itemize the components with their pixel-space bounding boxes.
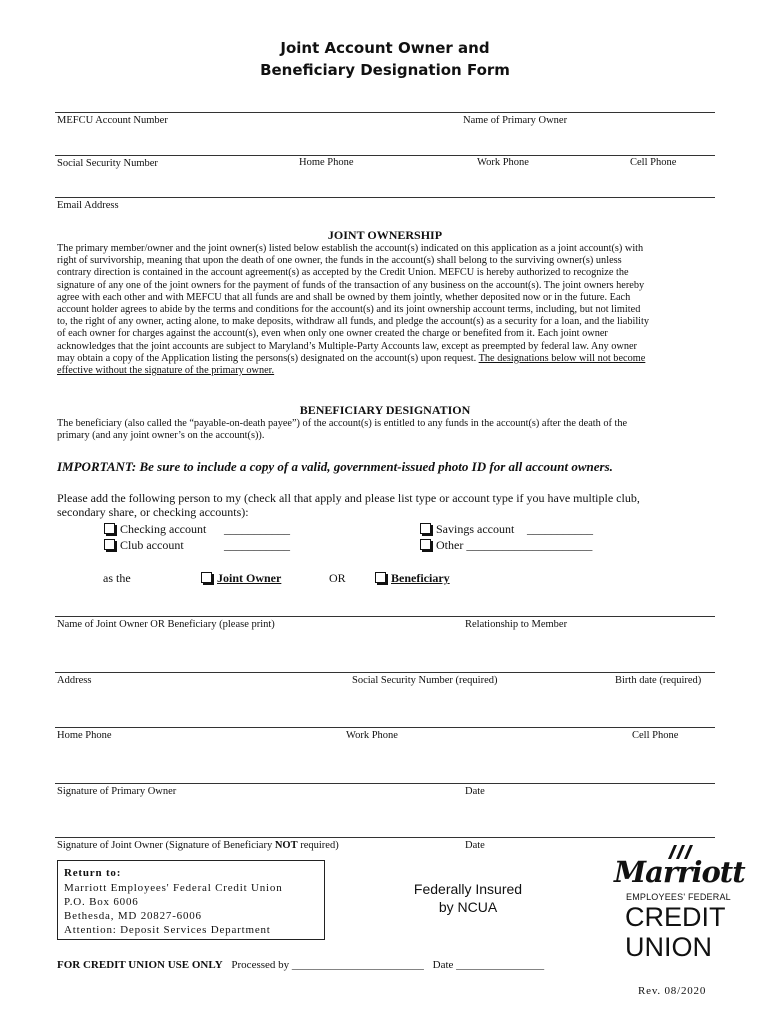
rule-sig-primary [55,783,715,784]
checking-label: Checking account [120,522,207,536]
revision-label: Rev. 08/2020 [638,985,707,997]
beneficiary-heading: BENEFICIARY DESIGNATION [299,403,471,417]
sig-joint-post: required) [297,840,339,851]
rule-sig-joint [55,837,715,838]
rule-person-phones [55,727,715,728]
savings-option[interactable] [420,522,514,537]
jo-line-11-underlined: effective without the signature of the primary owner. [57,365,275,377]
other-label: Other _____________________ [436,538,593,552]
rule-account [55,112,715,113]
relationship-label: Relationship to Member [465,619,568,630]
cell-phone-label: Cell Phone [630,157,677,168]
person-home-phone-label: Home Phone [57,730,112,741]
rule-name [55,616,715,617]
birth-date-label: Birth date (required) [615,675,702,686]
ssn-label: Social Security Number [57,158,158,169]
club-option[interactable] [104,538,184,553]
as-the-label: as the [103,571,131,585]
other-option[interactable] [420,538,592,553]
jo-line: account holder agrees to abide by the terms and conditions for the account(s) and its joint ownership account terms, including, but not limited [57,304,641,316]
jo-line: right of survivorship, meaning that upon the death of one owner, the funds in the account(s) shall belong to the surviving owner(s) unless [57,255,622,267]
logo-union: UNION [625,932,712,962]
logo-sub: EMPLOYEES' FEDERAL [626,892,731,902]
instructions-line-2: secondary share, or checking accounts): [57,505,249,519]
savings-label: Savings account [436,522,515,536]
rule-phones [55,155,715,156]
date1-label: Date [465,786,485,797]
club-checkbox[interactable] [104,539,115,550]
jo-line-10-underlined: The designations below will not become [478,352,646,364]
jo-line: to, the right of any owner, acting alone, to make deposits, withdraw all funds, and pledge the account(s) as a security for a loan, and the liability [57,316,650,328]
jo-line: contrary direction is contained in the account agreement(s) as accepted by the Credit Union. MEFCU is hereby authorized to recognize the [57,267,629,279]
primary-owner-label: Name of Primary Owner [463,115,568,126]
jo-line: acknowledges that the joint accounts are subject to Maryland’s Multiple-Party Accounts law, except as preempted by federal law. Any owner [57,340,637,352]
club-blank[interactable]: ___________ [224,538,290,552]
form-title-line2: Beneficiary Designation Form [260,61,510,79]
joint-owner-option[interactable] [201,571,281,586]
jo-line: The primary member/owner and the joint owner(s) listed below establish the account(s) indicated on this application as a joint account(s) with [57,243,644,254]
account-number-label: MEFCU Account Number [57,115,168,126]
cu-use-label: FOR CREDIT UNION USE ONLY [57,959,223,971]
return-to-line3: Bethesda, MD 20827-6006 [64,910,202,922]
sig-joint-not: NOT [274,840,298,851]
return-to-line1: Marriott Employees' Federal Credit Union [64,882,283,894]
savings-blank[interactable]: ___________ [527,522,593,536]
joint-ownership-text [57,243,713,377]
or-label: OR [329,571,346,585]
sig-joint-pre: Signature of Joint Owner (Signature of Beneficiary [57,840,275,851]
work-phone-label: Work Phone [477,157,529,168]
address-label: Address [57,675,92,686]
jo-line-10-text: may obtain a copy of the Application listing the persons(s) designated on the account(s) upon request. [57,352,479,364]
cu-use-row [57,959,544,971]
sig-primary-label: Signature of Primary Owner [57,786,177,797]
email-label: Email Address [57,200,119,211]
processed-date[interactable]: Date ________________ [432,959,545,971]
savings-checkbox[interactable] [420,523,431,534]
ncua-line2: by NCUA [438,899,498,915]
person-work-phone-label: Work Phone [346,730,398,741]
logo-credit: CREDIT [625,902,726,932]
sig-joint-label [57,840,339,851]
home-phone-label: Home Phone [299,157,354,168]
rule-email [55,197,715,198]
ncua-notice [383,880,553,916]
ncua-line1: Federally Insured [413,881,523,897]
date2-label: Date [465,840,485,851]
jo-line: signature of any one of the joint owners for the payment of funds of the transaction of any business on the account(s). The joint owners hereby [57,279,645,291]
person-cell-phone-label: Cell Phone [632,730,679,741]
jo-line: of each owner for charges against the account(s), even when only one owner created the charge or benefited from it. Each joint owner [57,328,608,340]
beneficiary-text [57,418,713,442]
person-ssn-label: Social Security Number (required) [352,675,498,686]
rule-address [55,672,715,673]
joint-owner-label: Joint Owner [217,571,282,585]
jo-line-10 [57,353,713,365]
beneficiary-checkbox[interactable] [375,572,386,583]
important-notice: IMPORTANT: Be sure to include a copy of a valid, government-issued photo ID for all account owners. [57,459,613,474]
joint-ownership-heading: JOINT OWNERSHIP [327,228,443,242]
other-checkbox[interactable] [420,539,431,550]
processed-by[interactable]: Processed by ________________________ [231,959,424,971]
ben-line-1: The beneficiary (also called the “payable-on-death payee”) of the account(s) is entitled to any funds in the account(s) after the death of the [57,418,628,429]
joint-owner-checkbox[interactable] [201,572,212,583]
return-to-box [57,860,325,940]
return-to-heading: Return to: [64,867,122,879]
club-label: Club account [120,538,184,552]
logo-brand: Marriott [614,855,745,889]
return-to-line2: P.O. Box 6006 [64,896,139,908]
checking-option[interactable] [104,522,206,537]
checking-blank[interactable]: ___________ [224,522,290,536]
beneficiary-option[interactable] [375,571,450,586]
form-title-line1: Joint Account Owner and [280,39,490,57]
marriott-cu-logo [610,842,745,970]
instructions-line-1: Please add the following person to my (check all that apply and please list type or account type if you have multiple club, [57,491,640,505]
checking-checkbox[interactable] [104,523,115,534]
beneficiary-label: Beneficiary [391,571,450,585]
name-label: Name of Joint Owner OR Beneficiary (please print) [57,619,275,630]
ben-line-2: primary (and any joint owner’s on the account(s)). [57,430,265,442]
instructions [57,491,737,519]
return-to-line4: Attention: Deposit Services Department [64,924,271,936]
jo-line: agree with each other and with MEFCU that all funds are and shall be owned by them jointly, whether deposited now or in the future. Each [57,291,631,303]
